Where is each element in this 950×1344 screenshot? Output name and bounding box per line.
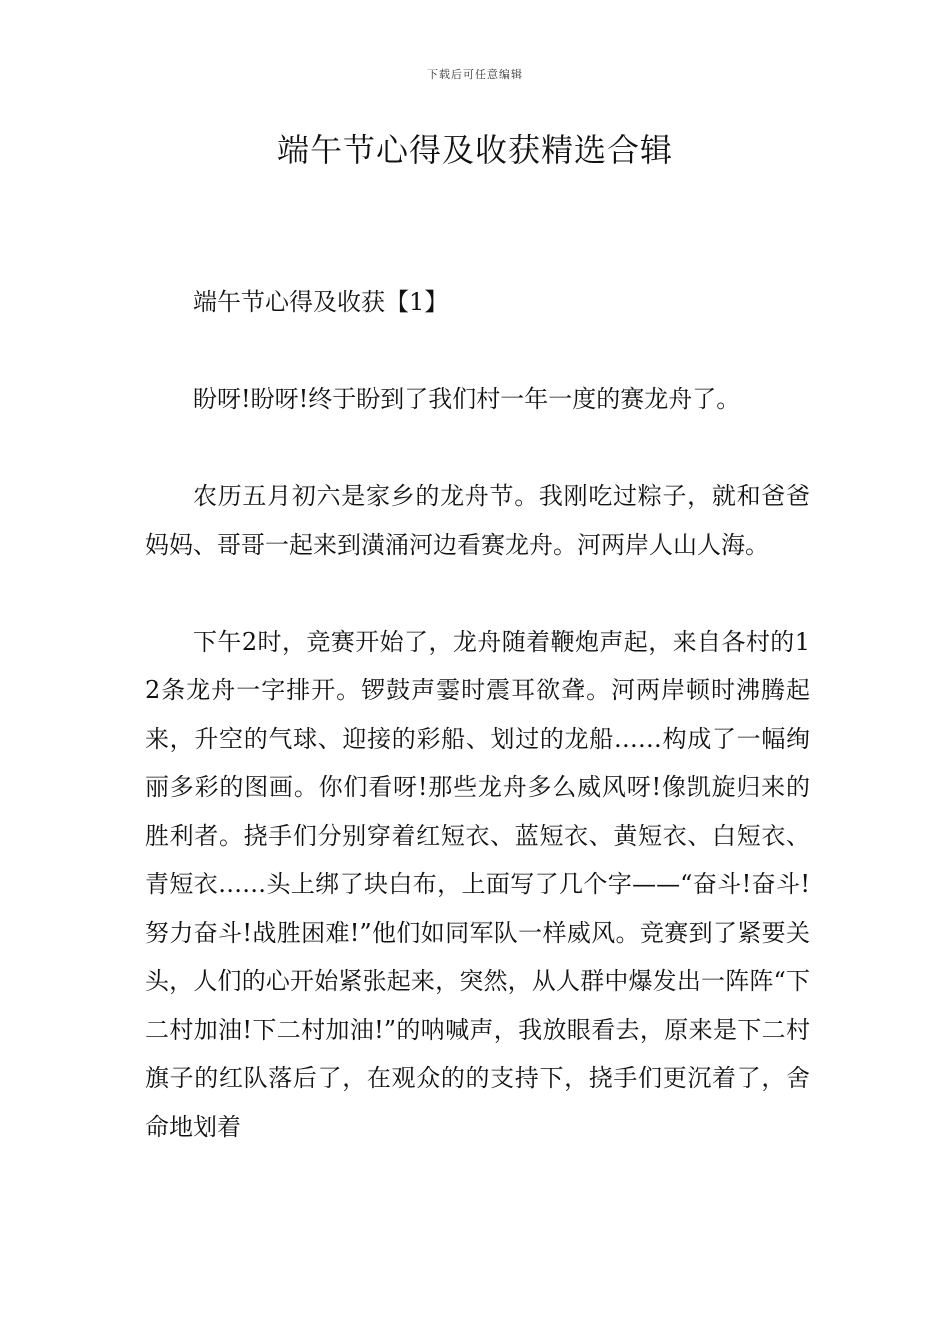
paragraph-gap (145, 327, 810, 376)
paragraph-2: 农历五月初六是家乡的龙舟节。我刚吃过粽子，就和爸爸妈妈、哥哥一起来到潢涌河边看赛龙舟。河两岸人山人海。 (145, 482, 810, 559)
paragraph-gap (145, 569, 810, 618)
document-body (145, 278, 810, 1151)
section-heading: 端午节心得及收获【1】 (193, 288, 449, 316)
paragraph-gap (145, 424, 810, 473)
header-note: 下载后可任意编辑 (427, 68, 523, 81)
paragraph-1: 盼呀!盼呀!终于盼到了我们村一年一度的赛龙舟了。 (193, 385, 741, 413)
paragraph-3: 下午2时，竞赛开始了，龙舟随着鞭炮声起，来自各村的12条龙舟一字排开。锣鼓声霎时震耳欲聋。河两岸顿时沸腾起来，升空的气球、迎接的彩船、划过的龙船……构成了一幅绚丽多彩的图画。你们看呀!那些龙舟多么威风呀!像凯旋归来的胜利者。挠手们分别穿着红短衣、蓝短衣、黄短衣、白短衣、青短衣……头上绑了块白布，上面写了几个字——“奋斗!奋斗!努力奋斗!战胜困难!”他们如同军队一样威风。竞赛到了紧要关头，人们的心开始紧张起来，突然，从人群中爆发出一阵阵“下二村加油!下二村加油!”的呐喊声，我放眼看去，原来是下二村旗子的红队落后了，在观众的的支持下，挠手们更沉着了，舍命地划着 (145, 627, 810, 1141)
document-title: 端午节心得及收获精选合辑 (276, 131, 673, 169)
